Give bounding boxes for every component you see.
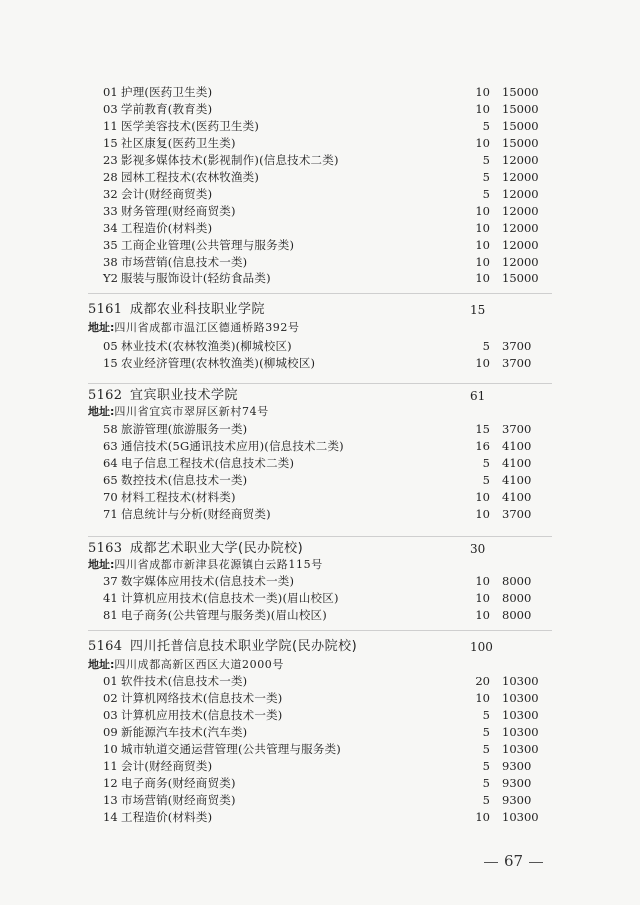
plan-count: 16 <box>475 438 490 453</box>
table-row <box>0 438 640 455</box>
plan-count: 5 <box>482 741 490 756</box>
tuition-fee: 10300 <box>502 690 539 705</box>
major-name: 市场营销(财经商贸类) <box>121 792 236 807</box>
school-name: 宜宾职业技术学院 <box>130 388 239 403</box>
tuition-fee: 4100 <box>502 455 532 470</box>
major-code: 02 <box>103 690 118 705</box>
address-label: 地址: <box>88 405 115 418</box>
major-code: 41 <box>103 590 118 605</box>
major-name: 材料工程技术(材料类) <box>121 489 236 504</box>
major-name: 数字媒体应用技术(信息技术一类) <box>121 574 295 588</box>
tuition-fee: 10300 <box>502 809 539 824</box>
tuition-fee: 15000 <box>502 101 539 116</box>
major-name: 软件技术(信息技术一类) <box>121 674 248 688</box>
school-total-plan: 15 <box>470 303 486 317</box>
plan-count: 5 <box>482 472 490 487</box>
major-name: 数控技术(信息技术一类) <box>121 472 248 487</box>
school-header <box>0 387 640 405</box>
major-code: 58 <box>103 422 118 436</box>
plan-count: 10 <box>475 809 490 824</box>
table-row <box>0 254 640 271</box>
table-row <box>0 338 640 355</box>
plan-count: 5 <box>482 724 490 739</box>
school-name: 四川托普信息技术职业学院(民办院校) <box>130 639 358 654</box>
major-name: 服装与服饰设计(轻纺食品类) <box>121 271 271 286</box>
plan-count: 5 <box>482 169 490 184</box>
plan-count: 10 <box>475 489 490 504</box>
table-row <box>0 186 640 203</box>
plan-count: 5 <box>482 186 490 201</box>
plan-count: 10 <box>475 203 490 218</box>
major-code: 37 <box>103 574 118 588</box>
plan-count: 10 <box>475 237 490 252</box>
plan-count: 10 <box>475 607 490 622</box>
major-code: 35 <box>103 237 118 252</box>
school-total-plan: 30 <box>470 542 486 556</box>
major-name: 电子商务(公共管理与服务类)(眉山校区) <box>121 607 327 622</box>
tuition-fee: 3700 <box>502 506 532 521</box>
major-name: 电子信息工程技术(信息技术二类) <box>121 455 295 470</box>
major-name: 林业技术(农林牧渔类)(柳城校区) <box>121 339 292 353</box>
table-row <box>0 355 640 372</box>
plan-count: 10 <box>475 690 490 705</box>
plan-count: 10 <box>475 101 490 116</box>
major-code: 65 <box>103 472 118 487</box>
plan-count: 5 <box>482 792 490 807</box>
major-code: 09 <box>103 724 118 739</box>
table-row <box>0 573 640 590</box>
major-name: 财务管理(财经商贸类) <box>121 203 236 218</box>
table-row <box>0 758 640 775</box>
section-divider <box>88 630 552 631</box>
major-code: 32 <box>103 186 118 201</box>
section-divider <box>88 293 552 294</box>
major-code: 01 <box>103 85 118 99</box>
major-name: 计算机应用技术(信息技术一类)(眉山校区) <box>121 590 339 605</box>
school-code: 5162 <box>88 388 123 403</box>
major-name: 电子商务(财经商贸类) <box>121 775 236 790</box>
school-address <box>88 320 300 336</box>
page-number-dash-right <box>529 862 543 863</box>
table-row <box>0 455 640 472</box>
tuition-fee: 3700 <box>502 422 532 436</box>
school-name: 成都艺术职业大学(民办院校) <box>130 541 304 556</box>
tuition-fee: 3700 <box>502 355 532 370</box>
table-row <box>0 489 640 506</box>
major-code: 15 <box>103 135 118 150</box>
major-code: 05 <box>103 339 118 353</box>
major-code: 01 <box>103 674 118 688</box>
table-row <box>0 673 640 690</box>
page-number-dash-left <box>484 862 498 863</box>
table-row <box>0 690 640 707</box>
major-code: 10 <box>103 741 118 756</box>
school-address <box>88 404 269 420</box>
school-address <box>88 557 323 573</box>
plan-count: 5 <box>482 775 490 790</box>
tuition-fee: 15000 <box>502 118 539 133</box>
major-name: 计算机应用技术(信息技术一类) <box>121 707 283 722</box>
tuition-fee: 10300 <box>502 674 539 688</box>
table-row <box>0 220 640 237</box>
plan-count: 10 <box>475 506 490 521</box>
table-row <box>0 203 640 220</box>
table-row <box>0 135 640 152</box>
tuition-fee: 9300 <box>502 792 532 807</box>
tuition-fee: 10300 <box>502 741 539 756</box>
major-name: 新能源汽车技术(汽车类) <box>121 724 248 739</box>
major-name: 影视多媒体技术(影视制作)(信息技术二类) <box>121 152 339 167</box>
tuition-fee: 12000 <box>502 254 539 269</box>
tuition-fee: 3700 <box>502 339 532 353</box>
plan-count: 5 <box>482 118 490 133</box>
major-code: 33 <box>103 203 118 218</box>
major-name: 通信技术(5G通讯技术应用)(信息技术二类) <box>121 438 344 453</box>
tuition-fee: 15000 <box>502 135 539 150</box>
plan-count: 5 <box>482 339 490 353</box>
plan-count: 10 <box>475 254 490 269</box>
table-row <box>0 506 640 523</box>
tuition-fee: 12000 <box>502 203 539 218</box>
address-value: 四川省成都市新津县花源镇白云路115号 <box>114 558 323 571</box>
plan-count: 10 <box>475 271 490 286</box>
major-code: 15 <box>103 355 118 370</box>
tuition-fee: 8000 <box>502 607 532 622</box>
major-code: 64 <box>103 455 118 470</box>
plan-count: 10 <box>475 355 490 370</box>
major-code: 63 <box>103 438 118 453</box>
major-name: 工程造价(材料类) <box>121 809 213 824</box>
table-row <box>0 84 640 101</box>
tuition-fee: 15000 <box>502 85 539 99</box>
plan-count: 10 <box>475 85 490 99</box>
table-row <box>0 775 640 792</box>
tuition-fee: 12000 <box>502 152 539 167</box>
plan-count: 5 <box>482 152 490 167</box>
address-value: 四川成都高新区西区大道2000号 <box>114 658 284 671</box>
table-row <box>0 237 640 254</box>
plan-count: 5 <box>482 707 490 722</box>
major-name: 旅游管理(旅游服务一类) <box>121 422 248 436</box>
school-header <box>0 301 640 319</box>
section-divider <box>88 536 552 537</box>
major-code: 23 <box>103 152 118 167</box>
tuition-fee: 9300 <box>502 775 532 790</box>
major-code: 14 <box>103 809 118 824</box>
tuition-fee: 10300 <box>502 724 539 739</box>
major-code: 28 <box>103 169 118 184</box>
tuition-fee: 12000 <box>502 169 539 184</box>
major-code: 03 <box>103 101 118 116</box>
major-code: 11 <box>103 118 118 133</box>
major-code: 13 <box>103 792 118 807</box>
major-code: 71 <box>103 506 118 521</box>
major-name: 信息统计与分析(财经商贸类) <box>121 506 271 521</box>
address-label: 地址: <box>88 558 115 571</box>
tuition-fee: 4100 <box>502 472 532 487</box>
plan-count: 10 <box>475 590 490 605</box>
major-code: 03 <box>103 707 118 722</box>
tuition-fee: 8000 <box>502 590 532 605</box>
school-code: 5163 <box>88 541 123 556</box>
tuition-fee: 8000 <box>502 574 532 588</box>
table-row <box>0 792 640 809</box>
major-name: 工商企业管理(公共管理与服务类) <box>121 237 295 252</box>
major-name: 城市轨道交通运营管理(公共管理与服务类) <box>121 741 341 756</box>
table-row <box>0 101 640 118</box>
tuition-fee: 9300 <box>502 758 532 773</box>
major-code: 70 <box>103 489 118 504</box>
tuition-fee: 4100 <box>502 489 532 504</box>
table-row <box>0 724 640 741</box>
school-header <box>0 540 640 558</box>
major-name: 会计(财经商贸类) <box>121 186 213 201</box>
major-code: 81 <box>103 607 118 622</box>
school-code: 5161 <box>88 302 123 317</box>
school-name: 成都农业科技职业学院 <box>130 302 266 317</box>
address-label: 地址: <box>88 321 115 334</box>
section-divider <box>88 383 552 384</box>
plan-count: 20 <box>475 674 490 688</box>
plan-count: 5 <box>482 758 490 773</box>
school-code: 5164 <box>88 639 123 654</box>
plan-count: 10 <box>475 574 490 588</box>
major-code: 38 <box>103 254 118 269</box>
table-row <box>0 421 640 438</box>
plan-count: 10 <box>475 135 490 150</box>
school-total-plan: 61 <box>470 389 486 403</box>
tuition-fee: 12000 <box>502 220 539 235</box>
address-label: 地址: <box>88 658 115 671</box>
major-name: 社区康复(医药卫生类) <box>121 135 236 150</box>
table-row <box>0 707 640 724</box>
tuition-fee: 10300 <box>502 707 539 722</box>
major-code: 11 <box>103 758 118 773</box>
major-name: 市场营销(信息技术一类) <box>121 254 248 269</box>
school-address <box>88 657 284 673</box>
table-row <box>0 270 640 287</box>
plan-count: 5 <box>482 455 490 470</box>
major-name: 园林工程技术(农林牧渔类) <box>121 169 260 184</box>
plan-count: 15 <box>475 422 490 436</box>
major-name: 护理(医药卫生类) <box>121 85 213 99</box>
major-name: 医学美容技术(医药卫生类) <box>121 118 260 133</box>
page-number: 67 <box>484 851 544 871</box>
major-code: 12 <box>103 775 118 790</box>
plan-count: 10 <box>475 220 490 235</box>
address-value: 四川省成都市温江区德通桥路392号 <box>114 321 300 334</box>
major-name: 计算机网络技术(信息技术一类) <box>121 690 283 705</box>
major-name: 会计(财经商贸类) <box>121 758 213 773</box>
table-row <box>0 607 640 624</box>
tuition-fee: 15000 <box>502 271 539 286</box>
table-row <box>0 118 640 135</box>
school-header <box>0 638 640 656</box>
major-code: Y2 <box>103 271 118 286</box>
table-row <box>0 809 640 826</box>
tuition-fee: 12000 <box>502 186 539 201</box>
table-row <box>0 169 640 186</box>
tuition-fee: 4100 <box>502 438 532 453</box>
school-total-plan: 100 <box>470 640 493 654</box>
major-name: 学前教育(教育类) <box>121 101 213 116</box>
major-name: 工程造价(材料类) <box>121 220 213 235</box>
tuition-fee: 12000 <box>502 237 539 252</box>
table-row <box>0 741 640 758</box>
table-row <box>0 590 640 607</box>
table-row <box>0 152 640 169</box>
major-code: 34 <box>103 220 118 235</box>
table-row <box>0 472 640 489</box>
major-name: 农业经济管理(农林牧渔类)(柳城校区) <box>121 355 316 370</box>
address-value: 四川省宜宾市翠屏区新村74号 <box>114 405 269 418</box>
